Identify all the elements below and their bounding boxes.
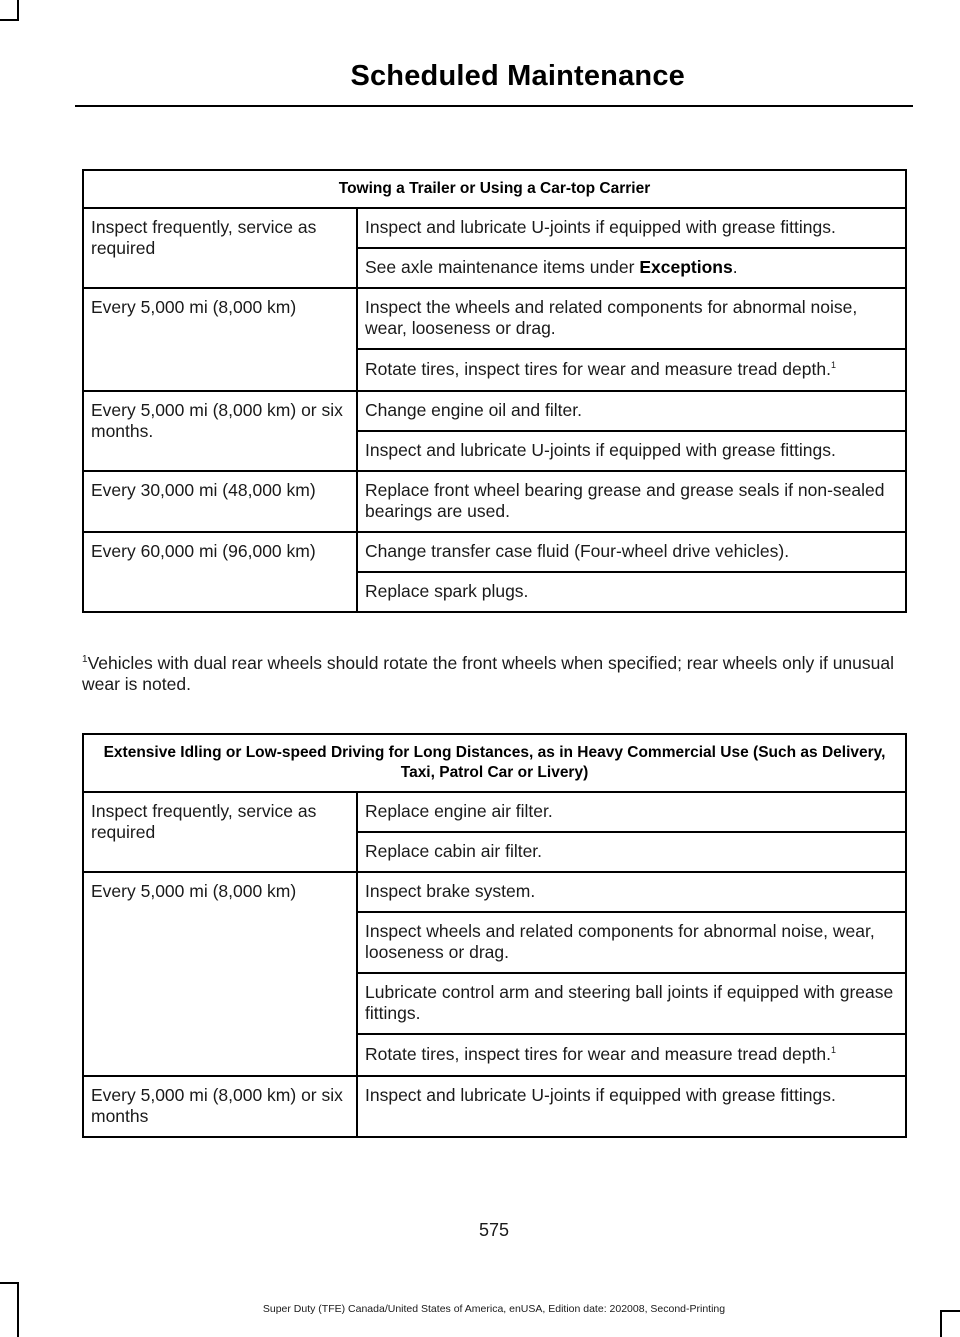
table-row <box>83 792 906 832</box>
item-cell: Change transfer case fluid (Four-wheel drive vehicles). <box>357 532 906 572</box>
item-cell: Inspect and lubricate U-joints if equipped with grease fittings. <box>357 1076 906 1137</box>
header-rule <box>75 105 913 107</box>
item-cell: Inspect wheels and related components for abnormal noise, wear, looseness or drag. <box>357 912 906 973</box>
item-cell <box>357 1034 906 1076</box>
towing-maintenance-table <box>82 169 907 613</box>
crop-mark <box>0 19 19 21</box>
item-text-end: . <box>732 257 738 277</box>
interval-cell: Every 5,000 mi (8,000 km) <box>83 872 357 1076</box>
footnote-marker: 1 <box>830 1045 836 1056</box>
interval-cell: Every 60,000 mi (96,000 km) <box>83 532 357 612</box>
item-cell: Inspect the wheels and related components for abnormal noise, wear, looseness or drag. <box>357 288 906 349</box>
table-row <box>83 391 906 431</box>
table-row <box>83 208 906 248</box>
interval-cell: Inspect frequently, service as required <box>83 792 357 872</box>
item-text: Rotate tires, inspect tires for wear and measure tread depth. <box>365 1044 831 1064</box>
footer-edition-text: Super Duty (TFE) Canada/United States of America, enUSA, Edition date: 202008, Second-Printing <box>262 1303 726 1315</box>
item-cell: Replace front wheel bearing grease and grease seals if non-sealed bearings are used. <box>357 471 906 532</box>
table-title: Extensive Idling or Low-speed Driving for Long Distances, as in Heavy Commercial Use (Such as Delivery, Taxi, Patrol Car or Livery) <box>83 734 906 792</box>
table-row <box>83 872 906 912</box>
crop-mark <box>0 1282 19 1284</box>
item-text: Rotate tires, inspect tires for wear and measure tread depth. <box>365 359 831 379</box>
item-cell: Replace spark plugs. <box>357 572 906 612</box>
crop-mark <box>17 0 19 20</box>
table-title: Towing a Trailer or Using a Car-top Carrier <box>83 170 906 208</box>
page-number: 575 <box>478 1220 510 1240</box>
table-row <box>83 532 906 572</box>
heavy-use-maintenance-table <box>82 733 907 1138</box>
table-row <box>83 288 906 349</box>
table-row <box>83 1076 906 1137</box>
table-header-row <box>83 170 906 208</box>
page-title: Scheduled Maintenance <box>350 60 685 92</box>
item-cell <box>357 349 906 391</box>
item-cell <box>357 248 906 288</box>
item-cell: Inspect brake system. <box>357 872 906 912</box>
table-row <box>83 471 906 532</box>
item-text: See axle maintenance items under <box>365 257 640 277</box>
interval-cell: Every 30,000 mi (48,000 km) <box>83 471 357 532</box>
interval-cell: Inspect frequently, service as required <box>83 208 357 288</box>
item-cell: Replace cabin air filter. <box>357 832 906 872</box>
table-header-row <box>83 734 906 792</box>
footnote <box>82 653 908 695</box>
item-cell: Lubricate control arm and steering ball joints if equipped with grease fittings. <box>357 973 906 1034</box>
footnote-text: Vehicles with dual rear wheels should rotate the front wheels when specified; rear wheels only if unusual wear is noted. <box>82 653 894 694</box>
footnote-marker: 1 <box>830 360 836 371</box>
item-cell: Replace engine air filter. <box>357 792 906 832</box>
interval-cell: Every 5,000 mi (8,000 km) or six months <box>83 1076 357 1137</box>
footnote-marker: 1 <box>82 654 88 666</box>
interval-cell: Every 5,000 mi (8,000 km) <box>83 288 357 391</box>
item-cell: Inspect and lubricate U-joints if equipped with grease fittings. <box>357 208 906 248</box>
item-cell: Inspect and lubricate U-joints if equipped with grease fittings. <box>357 431 906 471</box>
interval-cell: Every 5,000 mi (8,000 km) or six months. <box>83 391 357 471</box>
item-cell: Change engine oil and filter. <box>357 391 906 431</box>
exceptions-reference: Exceptions <box>639 257 733 277</box>
